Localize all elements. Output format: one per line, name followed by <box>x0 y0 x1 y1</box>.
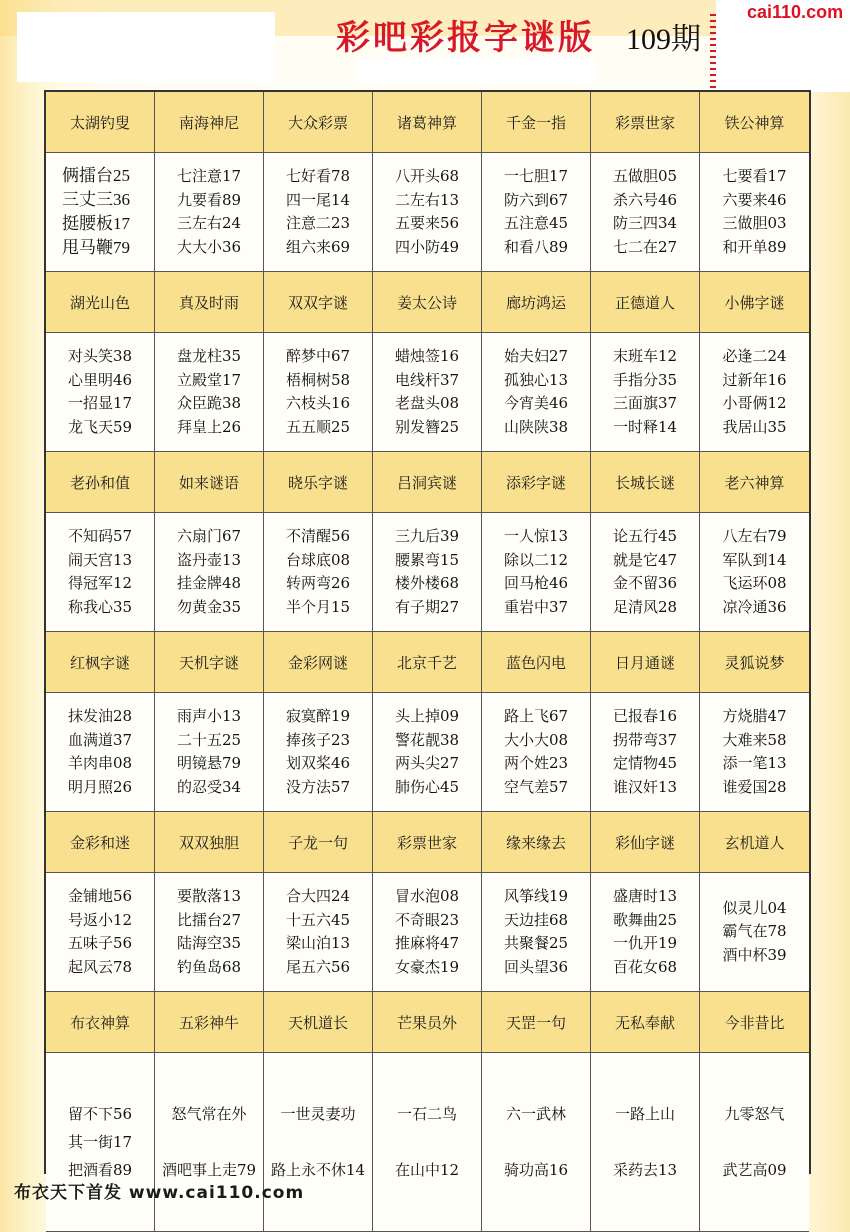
riddle-item: 称我心35 <box>67 597 133 616</box>
riddle-item: 得冠军12 <box>67 574 133 592</box>
riddle-item: 起风云78 <box>67 957 133 976</box>
riddle-cell <box>373 333 482 452</box>
riddle-item: 武艺高09 <box>722 1161 787 1179</box>
riddle-item: 军队到14 <box>722 550 787 569</box>
riddle-item: 已报春16 <box>612 707 678 725</box>
riddle-item: 七好看78 <box>285 167 351 185</box>
riddle-item <box>207 1128 212 1156</box>
column-header: 姜太公诗 <box>373 272 482 333</box>
riddle-item: 楼外楼68 <box>394 574 460 592</box>
riddle-cell <box>591 873 700 992</box>
riddle-item: 一七胆17 <box>503 167 569 185</box>
column-header: 彩仙字谜 <box>591 812 700 873</box>
riddle-item: 空气差57 <box>503 777 569 796</box>
riddle-item: 其一街17 <box>67 1133 133 1151</box>
riddle-item: 六一武林 <box>505 1105 566 1123</box>
riddle-item: 一路上山 <box>614 1105 675 1123</box>
riddle-item: 陆海空35 <box>176 934 242 952</box>
riddle-item: 有子期27 <box>394 597 460 616</box>
riddle-cell <box>46 333 155 452</box>
riddle-cell <box>482 333 591 452</box>
riddle-cell <box>700 693 809 812</box>
riddle-item: 俩擂台25 <box>62 166 130 185</box>
riddle-item: 一世灵妻功 <box>280 1105 356 1123</box>
riddle-cell <box>482 1053 591 1232</box>
column-header: 灵狐说梦 <box>700 632 809 693</box>
riddle-item: 酒中杯39 <box>722 945 787 964</box>
riddle-item: 必逢二24 <box>722 347 787 365</box>
riddle-item: 今宵美46 <box>503 394 569 412</box>
riddle-item: 金铺地56 <box>67 887 133 905</box>
column-header: 无私奉献 <box>591 992 700 1053</box>
riddle-item: 闹天宫13 <box>67 550 133 569</box>
riddle-item: 方烧腊47 <box>722 707 787 725</box>
riddle-item: 电线杆37 <box>394 370 460 389</box>
riddle-item: 五五顺25 <box>285 417 351 436</box>
riddle-item: 六扇门67 <box>176 527 242 545</box>
riddle-cell <box>46 153 155 272</box>
column-header: 湖光山色 <box>46 272 155 333</box>
riddle-cell <box>264 513 373 632</box>
riddle-item: 一石二鸟 <box>396 1105 457 1123</box>
riddle-item: 九零怒气 <box>724 1105 785 1123</box>
riddle-item: 盛唐时13 <box>612 887 678 905</box>
column-header: 如来谜语 <box>155 452 264 513</box>
column-header: 诸葛神算 <box>373 92 482 153</box>
riddle-item: 不清醒56 <box>285 527 351 545</box>
riddle-item: 金不留36 <box>612 574 678 592</box>
riddle-item: 推麻将47 <box>394 934 460 952</box>
column-header: 北京千艺 <box>373 632 482 693</box>
column-header: 太湖钓叟 <box>46 92 155 153</box>
riddle-item: 似灵儿04 <box>722 898 787 917</box>
column-header: 蓝色闪电 <box>482 632 591 693</box>
riddle-cell <box>482 513 591 632</box>
riddle-cell <box>264 333 373 452</box>
riddle-item: 甩马鞭79 <box>62 238 130 257</box>
riddle-cell <box>155 153 264 272</box>
riddle-item: 众臣跪38 <box>176 394 242 412</box>
column-header: 天罡一句 <box>482 992 591 1053</box>
riddle-cell <box>700 153 809 272</box>
riddle-item: 五注意45 <box>503 214 569 232</box>
riddle-item: 要散落13 <box>176 887 242 905</box>
riddle-cell <box>591 153 700 272</box>
riddle-cell <box>155 513 264 632</box>
column-header: 天机道长 <box>264 992 373 1053</box>
riddle-item: 八开头68 <box>394 167 460 185</box>
riddle-item: 末班车12 <box>612 347 678 365</box>
riddle-item: 一招显17 <box>67 394 133 412</box>
page-title: 彩吧彩报字谜版 <box>336 18 595 58</box>
riddle-item: 拜皇上26 <box>176 417 242 436</box>
riddle-item: 歌舞曲25 <box>612 910 678 929</box>
riddle-item <box>643 1128 648 1156</box>
riddle-item: 一人惊13 <box>503 527 569 545</box>
riddle-item: 注意二23 <box>285 214 351 232</box>
riddle-cell <box>482 693 591 812</box>
riddle-item <box>752 1128 757 1156</box>
column-header: 老六神算 <box>700 452 809 513</box>
column-header: 红枫字谜 <box>46 632 155 693</box>
column-header: 五彩神牛 <box>155 992 264 1053</box>
riddle-item: 五做胆05 <box>612 167 678 185</box>
column-header: 大众彩票 <box>264 92 373 153</box>
riddle-item: 五味子56 <box>67 934 133 952</box>
riddle-item: 过新年16 <box>722 370 787 389</box>
riddle-item: 大大小36 <box>176 237 242 256</box>
riddle-item: 尾五六56 <box>285 957 351 976</box>
riddle-item: 回头望36 <box>503 957 569 976</box>
column-header: 正德道人 <box>591 272 700 333</box>
riddle-item: 盗丹壶13 <box>176 550 242 569</box>
column-header: 真及时雨 <box>155 272 264 333</box>
riddle-item: 腰累弯15 <box>394 550 460 569</box>
column-header: 南海神尼 <box>155 92 264 153</box>
riddle-item: 划双桨46 <box>285 754 351 772</box>
riddle-item: 添一笔13 <box>722 754 787 772</box>
column-header: 今非昔比 <box>700 992 809 1053</box>
riddle-item: 蜡烛签16 <box>394 347 460 365</box>
riddle-item: 七注意17 <box>176 167 242 185</box>
riddle-item: 把酒看89 <box>67 1161 133 1179</box>
riddle-cell <box>591 513 700 632</box>
column-header: 老孙和值 <box>46 452 155 513</box>
riddle-item: 二十五25 <box>176 730 242 749</box>
riddle-item: 血满道37 <box>67 730 133 749</box>
column-header: 千金一指 <box>482 92 591 153</box>
riddle-item: 风筝线19 <box>503 887 569 905</box>
riddle-item: 在山中12 <box>394 1161 460 1179</box>
riddle-item: 采药去13 <box>612 1161 678 1179</box>
column-header: 日月通谜 <box>591 632 700 693</box>
riddle-item: 女豪杰19 <box>394 957 460 976</box>
column-header: 金彩和迷 <box>46 812 155 873</box>
riddle-item: 警花靓38 <box>394 730 460 749</box>
riddle-item: 梁山泊13 <box>285 934 351 952</box>
riddle-item: 凉冷通36 <box>722 597 787 616</box>
riddle-item: 两头尖27 <box>394 754 460 772</box>
riddle-cell <box>373 513 482 632</box>
riddle-item: 论五行45 <box>612 527 678 545</box>
column-header: 天机字谜 <box>155 632 264 693</box>
riddle-item: 二左右13 <box>394 190 460 209</box>
riddle-item: 回马枪46 <box>503 574 569 592</box>
riddle-cell <box>700 333 809 452</box>
riddle-item: 四一尾14 <box>285 190 351 209</box>
riddle-item: 小哥俩12 <box>722 394 787 412</box>
riddle-cell <box>46 693 155 812</box>
column-header: 廊坊鸿运 <box>482 272 591 333</box>
riddle-item: 钓鱼岛68 <box>176 957 242 976</box>
riddle-item: 的忍受34 <box>176 777 242 796</box>
riddle-item: 共聚餐25 <box>503 934 569 952</box>
riddle-table <box>44 90 811 1179</box>
column-header: 彩票世家 <box>591 92 700 153</box>
riddle-item: 山陕陕38 <box>503 417 569 436</box>
riddle-item: 挂金牌48 <box>176 574 242 592</box>
riddle-cell <box>373 693 482 812</box>
riddle-item: 肺伤心45 <box>394 777 460 796</box>
riddle-item: 霸气在78 <box>722 922 787 941</box>
riddle-cell <box>482 153 591 272</box>
riddle-item: 半个月15 <box>285 597 351 616</box>
riddle-item: 手指分35 <box>612 370 678 389</box>
column-header: 缘来缘去 <box>482 812 591 873</box>
riddle-item: 羊肉串08 <box>67 754 133 772</box>
riddle-item: 谁爱国28 <box>722 777 787 796</box>
riddle-item: 心里明46 <box>67 370 133 389</box>
riddle-cell <box>264 153 373 272</box>
riddle-item: 九要看89 <box>176 190 242 209</box>
riddle-cell <box>264 873 373 992</box>
riddle-item: 对头笑38 <box>67 347 133 365</box>
riddle-item: 捧孩子23 <box>285 730 351 749</box>
riddle-item: 路上飞67 <box>503 707 569 725</box>
riddle-item: 天边挂68 <box>503 910 569 929</box>
riddle-item: 飞运环08 <box>722 574 787 592</box>
riddle-item: 骑功高16 <box>503 1161 569 1179</box>
column-header: 玄机道人 <box>700 812 809 873</box>
riddle-item: 两个姓23 <box>503 754 569 772</box>
column-header: 双双字谜 <box>264 272 373 333</box>
riddle-item: 号返小12 <box>67 910 133 929</box>
issue-number: 109期 <box>626 23 701 56</box>
riddle-item <box>425 1128 430 1156</box>
column-header: 吕洞宾谜 <box>373 452 482 513</box>
riddle-cell <box>46 873 155 992</box>
riddle-item: 没方法57 <box>285 777 351 796</box>
riddle-item: 醉梦中67 <box>285 347 351 365</box>
riddle-cell <box>373 873 482 992</box>
riddle-item: 明镜悬79 <box>176 754 242 772</box>
riddle-item: 梧桐树58 <box>285 370 351 389</box>
riddle-item: 一时释14 <box>612 417 678 436</box>
blank-box-left <box>17 12 275 82</box>
riddle-item: 留不下56 <box>67 1105 133 1123</box>
riddle-cell <box>700 873 809 992</box>
blank-box-middle <box>356 58 596 84</box>
column-header: 金彩网谜 <box>264 632 373 693</box>
riddle-item: 大小大08 <box>503 730 569 749</box>
riddle-cell <box>155 333 264 452</box>
riddle-item: 重岩中37 <box>503 597 569 616</box>
riddle-item: 三做胆03 <box>722 214 787 232</box>
riddle-item: 除以二12 <box>503 550 569 569</box>
riddle-item: 四小防49 <box>394 237 460 256</box>
riddle-item: 不知码57 <box>67 527 133 545</box>
riddle-item <box>534 1128 539 1156</box>
riddle-cell <box>700 1053 809 1232</box>
riddle-item: 头上掉09 <box>394 707 460 725</box>
riddle-cell <box>46 513 155 632</box>
column-header: 小佛字谜 <box>700 272 809 333</box>
riddle-item: 酒吧事上走79 <box>161 1161 257 1179</box>
riddle-cell <box>591 693 700 812</box>
riddle-cell <box>264 693 373 812</box>
riddle-item: 老盘头08 <box>394 394 460 412</box>
decorative-dots <box>710 14 716 94</box>
riddle-item: 和开单89 <box>722 237 787 256</box>
riddle-item: 防六到67 <box>503 190 569 209</box>
riddle-item: 路上永不休14 <box>270 1161 366 1179</box>
riddle-item: 明月照26 <box>67 777 133 796</box>
riddle-item: 定情物45 <box>612 754 678 772</box>
riddle-cell <box>373 153 482 272</box>
riddle-item: 和看八89 <box>503 237 569 256</box>
riddle-item: 勿黄金35 <box>176 597 242 616</box>
riddle-cell <box>264 1053 373 1232</box>
column-header: 晓乐字谜 <box>264 452 373 513</box>
riddle-item: 五要来56 <box>394 214 460 232</box>
riddle-item: 挺腰板17 <box>62 214 130 233</box>
riddle-item: 不奇眼23 <box>394 910 460 929</box>
column-header: 长城长谜 <box>591 452 700 513</box>
riddle-item: 比擂台27 <box>176 910 242 929</box>
riddle-cell <box>373 1053 482 1232</box>
riddle-item: 十五六45 <box>285 910 351 929</box>
riddle-item: 台球底08 <box>285 550 351 569</box>
riddle-cell <box>155 873 264 992</box>
riddle-item: 谁汉奸13 <box>612 777 678 796</box>
brand-logo-text: cai110.com <box>747 2 844 22</box>
riddle-item: 我居山35 <box>722 417 787 436</box>
riddle-item <box>316 1128 321 1156</box>
riddle-cell <box>155 1053 264 1232</box>
riddle-item: 龙飞天59 <box>67 417 133 436</box>
riddle-item: 寂寞醉19 <box>285 707 351 725</box>
riddle-item: 雨声小13 <box>176 707 242 725</box>
column-header: 子龙一句 <box>264 812 373 873</box>
riddle-cell <box>155 693 264 812</box>
riddle-item: 一仇开19 <box>612 934 678 952</box>
riddle-cell <box>700 513 809 632</box>
riddle-item: 盘龙柱35 <box>176 347 242 365</box>
riddle-item: 三面旗37 <box>612 394 678 412</box>
riddle-item: 孤独心13 <box>503 370 569 389</box>
riddle-cell <box>482 873 591 992</box>
riddle-item: 拐带弯37 <box>612 730 678 749</box>
riddle-item: 别发簪25 <box>394 417 460 436</box>
riddle-item: 防三四34 <box>612 214 678 232</box>
riddle-item: 大难来58 <box>722 730 787 749</box>
riddle-item: 转两弯26 <box>285 574 351 592</box>
riddle-item: 组六来69 <box>285 237 351 256</box>
column-header: 布衣神算 <box>46 992 155 1053</box>
column-header: 彩票世家 <box>373 812 482 873</box>
riddle-cell <box>591 333 700 452</box>
column-header: 双双独胆 <box>155 812 264 873</box>
riddle-item: 冒水泡08 <box>394 887 460 905</box>
riddle-cell <box>46 1053 155 1232</box>
riddle-item: 百花女68 <box>612 957 678 976</box>
riddle-item: 八左右79 <box>722 527 787 545</box>
column-header: 添彩字谜 <box>482 452 591 513</box>
riddle-item: 立殿堂17 <box>176 370 242 389</box>
riddle-item: 三丈三36 <box>62 190 130 209</box>
column-header: 芒果员外 <box>373 992 482 1053</box>
riddle-item: 始夫妇27 <box>503 347 569 365</box>
riddle-item: 抹发油28 <box>67 707 133 725</box>
riddle-item: 杀六号46 <box>612 190 678 209</box>
riddle-item: 足清风28 <box>612 597 678 616</box>
footer-credit: 布衣天下首发 www.cai110.com <box>14 1183 305 1203</box>
column-header: 铁公神算 <box>700 92 809 153</box>
riddle-item: 七二在27 <box>612 237 678 256</box>
riddle-cell <box>591 1053 700 1232</box>
riddle-item: 六枝头16 <box>285 394 351 412</box>
riddle-item: 六要来46 <box>722 190 787 209</box>
riddle-item: 三九后39 <box>394 527 460 545</box>
riddle-item: 合大四24 <box>285 887 351 905</box>
riddle-item: 三左右24 <box>176 214 242 232</box>
riddle-item: 就是它47 <box>612 550 678 569</box>
riddle-item: 七要看17 <box>722 167 787 185</box>
riddle-item: 怒气常在外 <box>171 1105 247 1123</box>
